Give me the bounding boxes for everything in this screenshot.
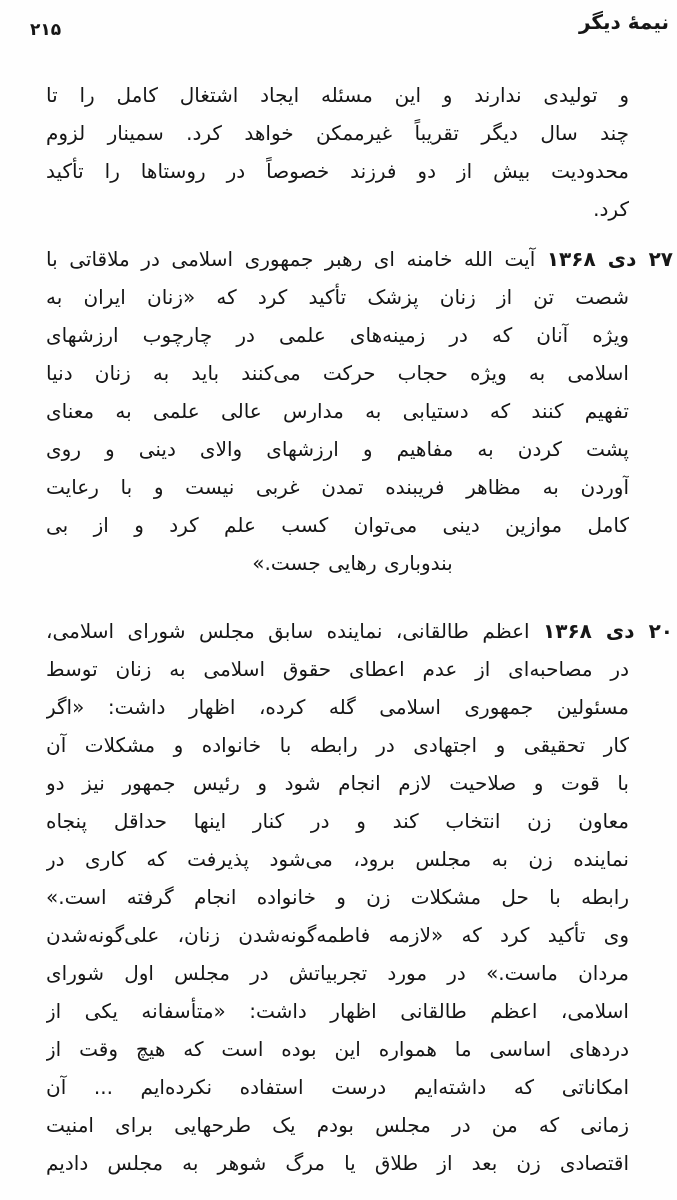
text-line: کرد. [593,197,629,221]
text-line: مسئولین جمهوری اسلامی گله کرده، اظهار داشت: «اگر [46,695,629,719]
text-line: رابطه با حل مشکلات زن و خانواده انجام گرفته است.» [46,885,629,909]
text-line: دردهای اساسی ما همواره این بوده است که هیچ وقت از [46,1037,629,1061]
text-line: معاون زن انتخاب کند و در کنار اینها حداقل پنجاه [46,809,629,833]
text-line: تفهیم کنند که دستیابی به مدارس عالی علمی به معنای [46,399,629,423]
text-line: چند سال دیگر تقریباً غیرممکن خواهد کرد. سمینار لزوم [46,121,629,145]
text-line: اسلامی به ویژه حجاب حرکت می‌کنند باید به زنان دنیا [46,361,629,385]
text-line: آوردن به مظاهر فریبنده تمدن غربی نیست و با رعایت [46,475,629,499]
text-line: در مصاحبه‌ای از عدم اعطای حقوق اسلامی به زنان توسط [46,657,629,681]
text-line: ویژه آنان که در زمینه‌های علمی در چارچوب ارزشهای [46,323,629,347]
page-body [0,76,677,1182]
text-line: ۲۰ دی ۱۳۶۸ اعظم طالقانی، نماینده سابق مجلس شورای اسلامی، [46,619,673,643]
entry-date: ۲۷ دی ۱۳۶۸ [546,247,673,271]
text-line: و تولیدی ندارند و این مسئله ایجاد اشتغال کامل را تا [46,83,629,107]
paragraph [46,76,629,228]
page-number: ۲۱۵ [30,20,62,40]
text-line: اقتصادی زن بعد از طلاق یا مرگ شوهر به مجلس دادیم [46,1151,629,1175]
page-header [0,0,677,42]
text-line: اسلامی، اعظم طالقانی اظهار داشت: «متأسفانه یکی از [46,999,629,1023]
text-line: شصت تن از زنان پزشک تأکید کرد که «زنان ایران به [46,285,629,309]
text-line: امکاناتی که داشته‌ایم درست استفاده نکرده‌ایم ... آن [46,1075,629,1099]
text-line: زمانی که من در مجلس بودم یک طرحهایی برای امنیت [46,1113,629,1137]
journal-title: نیمهٔ دیگر [578,10,669,34]
entry-date: ۲۰ دی ۱۳۶۸ [543,619,673,643]
text-line: ۲۷ دی ۱۳۶۸ آیت الله خامنه ای رهبر جمهوری اسلامی در ملاقاتی با [46,247,673,271]
paragraph [46,612,673,1182]
text-line: وی تأکید کرد که «لازمه فاطمه‌گونه‌شدن زنان، علی‌گونه‌شدن [46,923,629,947]
text-line: نماینده زن به مجلس برود، می‌شود پذیرفت که کاری در [46,847,629,871]
text-line: کار تحقیقی و اجتهادی در رابطه با خانواده و مشکلات آن [46,733,629,757]
text-line: با قوت و صلاحیت لازم انجام شود و رئیس جمهور نیز دو [46,771,629,795]
text-line: مردان ماست.» در مورد تجربیاتش در مجلس اول شورای [46,961,629,985]
text-line: پشت کردن به مفاهیم و ارزشهای والای دینی و روی [46,437,629,461]
text-line: بندوباری رهایی جست.» [252,551,453,575]
text-line: محدودیت بیش از دو فرزند خصوصاً در روستاها را تأکید [46,159,629,183]
text-line: کامل موازین دینی می‌توان کسب علم کرد و از بی [46,513,629,537]
paragraph [46,240,673,582]
